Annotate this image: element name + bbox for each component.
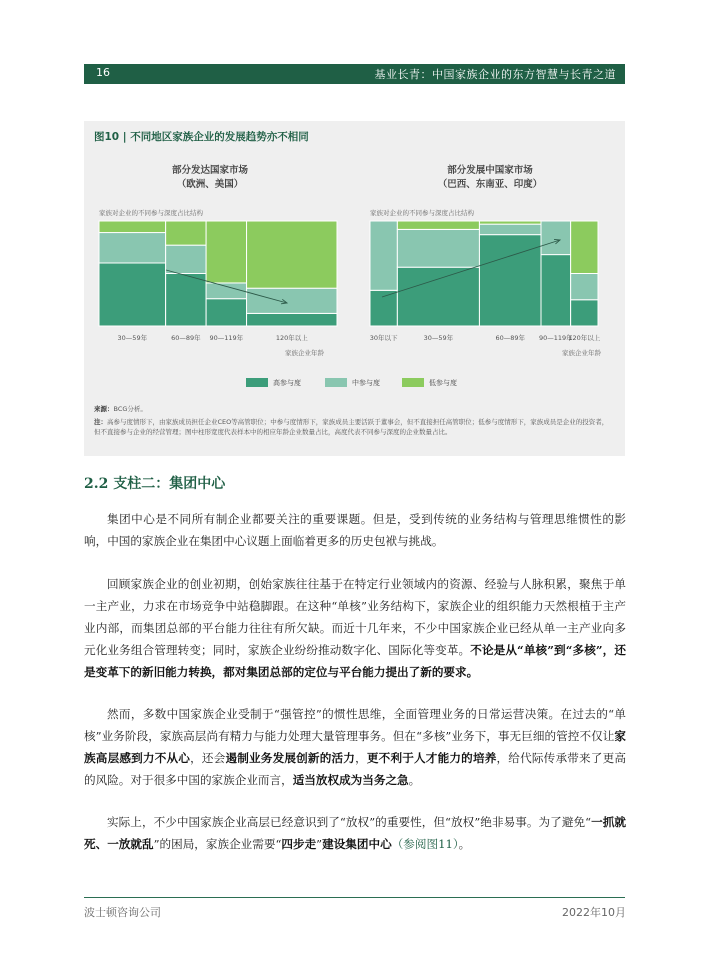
right-panel-title-line1: 部分发展中国家市场 <box>447 165 533 176</box>
paragraph-2 <box>84 573 626 683</box>
paragraph-3 <box>84 703 626 791</box>
legend-swatch-low <box>402 378 424 387</box>
left-x-axis-label: 家族企业年龄 <box>285 349 324 357</box>
right-x-axis-label: 家族企业年龄 <box>562 349 601 357</box>
paragraph-3-bold-b: 遏制业务发展创新的活力 <box>225 751 356 765</box>
footer-date: 2022年10月 <box>562 906 626 919</box>
left-y-caption: 家族对企业的不同参与深度占比结构 <box>99 209 203 217</box>
footer-divider <box>84 897 625 898</box>
document-title: 基业长青：中国家族企业的东方智慧与长青之道 <box>374 68 616 81</box>
figure-source <box>94 404 147 413</box>
right-tick-0: 30年以下 <box>369 334 398 342</box>
section-heading: 2.2 支柱二：集团中心 <box>84 476 226 492</box>
source-text: BCG分析。 <box>113 405 147 413</box>
right-y-caption: 家族对企业的不同参与深度占比结构 <box>370 209 474 217</box>
left-panel-title-line1: 部分发达国家市场 <box>171 165 248 176</box>
footer-publisher: 波士顿咨询公司 <box>84 906 161 919</box>
paragraph-4-text-a: 实际上，不少中国家族企业高层已经意识到了“放权”的重要性，但“放权”绝非易事。为了避免“ <box>107 815 592 829</box>
legend-swatch-high <box>246 378 268 387</box>
right-tick-2: 60—89年 <box>495 334 525 342</box>
right-tick-3: 90—119年 <box>538 334 573 342</box>
legend-swatch-mid <box>325 378 347 387</box>
left-tick-2: 90—119年 <box>209 334 244 342</box>
paragraph-3-bold-d: 适当放权成为当务之急 <box>292 773 409 787</box>
paragraph-4-bold-a: 一抓就死、一放就乱 <box>84 815 626 851</box>
left-tick-0: 30—59年 <box>117 334 148 342</box>
legend-label-low: 低参与度 <box>429 379 457 387</box>
paragraph-4-text-b: ”的困局，家族企业需要“ <box>153 837 282 851</box>
left-tick-1: 60—89年 <box>171 334 201 342</box>
right-tick-4: 120年以上 <box>568 334 601 342</box>
paragraph-4-bold-b: 四步走 <box>281 837 317 851</box>
figure-title: 图10 | 不同地区家族企业的发展趋势亦不相同 <box>94 131 309 143</box>
paragraph-3-text-b: ，还会 <box>190 751 226 765</box>
legend-label-mid: 中参与度 <box>352 379 380 387</box>
legend-label-high: 高参与度 <box>273 379 301 387</box>
left-panel-title <box>110 164 310 192</box>
right-panel-title-line2: （巴西、东南亚、印度） <box>437 179 543 190</box>
paragraph-3-text-a: 然而，多数中国家族企业受制于“强管控”的惯性思维，全面管理业务的日常运营决策。在过去的“单核”业务阶段，家族高层尚有精力与能力处理大量管理事务。但在“多核”业务下，事无巨细的管控不仅让 <box>84 707 626 743</box>
paragraph-4 <box>84 811 626 855</box>
right-panel-title <box>390 164 590 192</box>
paragraph-3-text-d: ，给代际传承带来了更高的风险。对于很多中国的家族企业而言， <box>84 751 626 787</box>
paragraph-4-text-c: ” <box>316 837 323 851</box>
figure-note <box>94 417 612 437</box>
paragraph-2-emphasis: 不论是从“单核”到“多核”，还是变革下的新旧能力转换，都对集团总部的定位与平台能力提出了新的要求。 <box>84 643 626 679</box>
figure-11-reference-link[interactable]: （参阅图11） <box>391 837 459 851</box>
paragraph-1: 集团中心是不同所有制企业都要关注的重要课题。但是，受到传统的业务结构与管理思维惯性的影响，中国的家族企业在集团中心议题上面临着更多的历史包袱与挑战。 <box>84 512 626 548</box>
left-tick-3: 120年以上 <box>275 334 308 342</box>
page-number: 16 <box>96 66 110 79</box>
paragraph-3-text-c: ， <box>355 751 367 765</box>
note-text: 高参与度情形下，由家族成员担任企业CEO等高管职位；中参与度情形下，家族成员主要活跃于董事会，但不直接担任高管职位；低参与度情形下，家族成员是企业的投资者，但不直接参与企业的经营管理；图中柱形宽度代表样本中的相应年龄企业数量占比，高度代表不同参与深度的企业数量占比。 <box>94 418 609 436</box>
source-label: 来源： <box>94 405 114 413</box>
right-tick-1: 30—59年 <box>423 334 454 342</box>
paragraph-4-text-d: 。 <box>458 837 471 851</box>
paragraph-3-bold-a: 家族高层感到力不从心 <box>84 729 626 765</box>
paragraph-3-text-e: 。 <box>408 773 421 787</box>
paragraph-3-bold-c: 更不利于人才能力的培养 <box>366 751 497 765</box>
paragraph-4-bold-c: 建设集团中心 <box>322 837 392 851</box>
left-panel-title-line2: （欧洲、美国） <box>176 179 244 190</box>
note-label: 注： <box>94 418 107 426</box>
paragraph-2-text: 回顾家族企业的创业初期，创始家族往往基于在特定行业领域内的资源、经验与人脉积累，聚焦于单一主产业，力求在市场竞争中站稳脚跟。在这种“单核”业务结构下，家族企业的组织能力天然根植于主产业内部，而集团总部的平台能力往往有所欠缺。而近十几年来，不少中国家族企业已经从单一主产业向多元化业务组合管理转变；同时，家族企业纷纷推动数字化、国际化等变革。 <box>84 577 626 657</box>
